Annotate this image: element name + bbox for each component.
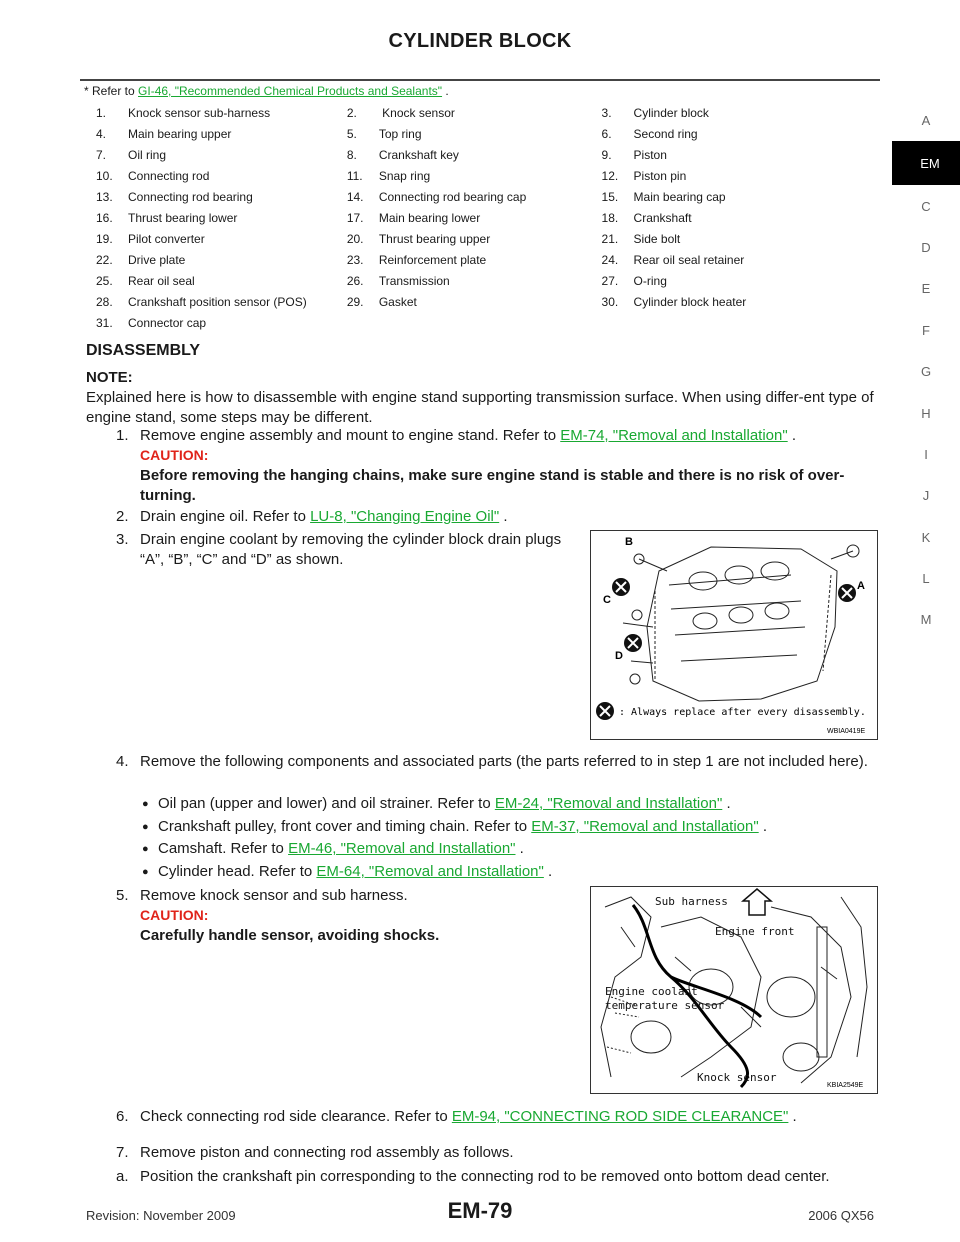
legend-number: 25. — [96, 273, 113, 288]
substep-a-text: Position the crankshaft pin corresponding to the connecting rod to be removed onto bottom dead center. — [140, 1168, 830, 1185]
label-knock-sensor: Knock sensor — [697, 1071, 777, 1084]
note-text: Explained here is how to disassemble with engine stand supporting transmission surface. When using differ-ent type of engine stand, some steps may be different. — [86, 389, 874, 426]
label-engine-coolant: Engine coolant — [605, 985, 698, 998]
bullet-1-text: Oil pan (upper and lower) and oil strainer. Refer to — [158, 795, 495, 812]
em-94-link[interactable]: EM-94, "CONNECTING ROD SIDE CLEARANCE" — [451, 1108, 789, 1125]
legend-label: O-ring — [633, 273, 667, 288]
legend-label: Top ring — [378, 126, 422, 141]
index-tab-j[interactable]: J — [922, 488, 930, 504]
bullet-2-text: Crankshaft pulley, front cover and timing chain. Refer to — [158, 818, 532, 835]
bullet-text — [158, 817, 767, 837]
label-d: D — [615, 650, 623, 662]
legend-item — [96, 253, 347, 267]
step-number: 1. — [116, 427, 129, 444]
legend-item — [602, 190, 796, 204]
replace-caption: : Always replace after every disassembly. — [619, 707, 866, 718]
legend-label: Side bolt — [633, 231, 681, 246]
legend-label: Cylinder block heater — [633, 294, 747, 309]
legend-label: Transmission — [378, 273, 450, 288]
legend-label: Connector cap — [128, 315, 207, 330]
step-1-caution-text: Before removing the hanging chains, make sure engine stand is stable and there is no risk of over-turning. — [140, 467, 845, 504]
index-tab-e[interactable]: E — [921, 281, 931, 297]
bullet-1-after: . — [722, 795, 731, 812]
em-64-link[interactable]: EM-64, "Removal and Installation" — [316, 863, 544, 880]
bullet-dot-icon: ● — [142, 798, 149, 810]
legend-label: Gasket — [378, 294, 417, 309]
legend-item — [347, 190, 602, 204]
legend-label: Knock sensor sub-harness — [128, 105, 271, 120]
legend-number: 27. — [601, 273, 619, 288]
label-temperature-sensor: temperature sensor — [605, 999, 725, 1012]
step-number: 2. — [116, 508, 129, 525]
step-number: 3. — [116, 531, 129, 548]
legend-number: 10. — [96, 168, 113, 183]
sealant-reference — [84, 84, 449, 98]
legend-item — [347, 169, 602, 183]
legend-item — [602, 211, 796, 225]
legend-item — [96, 106, 347, 120]
legend-number: 28. — [96, 294, 113, 309]
legend-number: 8. — [346, 147, 357, 162]
drain-plug-figure — [590, 530, 878, 740]
step-3-text: Drain engine coolant by removing the cylinder block drain plugs “A”, “B”, “C” and “D” as shown. — [140, 531, 562, 568]
legend-label: Rear oil seal — [128, 273, 195, 288]
bullet-cylinder-head — [142, 862, 880, 882]
legend-item — [602, 106, 796, 120]
legend-number: 26. — [346, 273, 364, 288]
step-4 — [116, 752, 880, 772]
legend-number: 7. — [96, 147, 107, 162]
caution-label: CAUTION: — [140, 907, 209, 923]
legend-label: Connecting rod bearing — [128, 189, 253, 204]
legend-item — [347, 274, 602, 288]
bullet-oil-pan — [142, 794, 880, 814]
label-a: A — [857, 580, 865, 592]
bullet-camshaft — [142, 839, 880, 859]
legend-row — [96, 228, 796, 249]
header-rule — [80, 79, 880, 81]
legend-label: Reinforcement plate — [378, 252, 487, 267]
legend-item — [347, 106, 602, 120]
step-text — [140, 426, 796, 446]
step-number: 5. — [116, 887, 129, 904]
legend-item — [96, 169, 347, 183]
legend-item — [602, 127, 796, 141]
index-tab-em[interactable]: EM — [892, 141, 960, 185]
label-engine-front: Engine front — [715, 925, 795, 938]
legend-number: 9. — [601, 147, 612, 162]
bullet-2-after: . — [758, 818, 768, 835]
step-2 — [116, 507, 880, 527]
step-1-after: . — [787, 427, 797, 444]
legend-row — [96, 249, 796, 270]
step-6 — [116, 1107, 880, 1127]
legend-item — [96, 316, 354, 330]
figure-code: WBIA0419E — [827, 728, 866, 735]
step-2-after: . — [499, 508, 508, 525]
em-74-link[interactable]: EM-74, "Removal and Installation" — [560, 427, 788, 444]
index-tab-g[interactable]: G — [920, 364, 932, 380]
gi-46-link[interactable]: GI-46, "Recommended Chemical Products and Sealants" — [138, 84, 443, 98]
legend-label: Thrust bearing lower — [128, 210, 238, 225]
index-tab-a[interactable]: A — [921, 113, 931, 129]
legend-label: Cylinder block — [633, 105, 709, 120]
legend-label: Crankshaft key — [378, 147, 459, 162]
figure-code: KBIA2549E — [827, 1082, 864, 1089]
step-number: 4. — [116, 753, 129, 770]
label-c: C — [603, 594, 611, 606]
legend-number: 15. — [601, 189, 619, 204]
legend-item — [602, 169, 796, 183]
em-24-link[interactable]: EM-24, "Removal and Installation" — [494, 795, 723, 812]
note-label: NOTE: — [86, 369, 133, 386]
bullet-text — [158, 862, 552, 882]
legend-item — [347, 295, 602, 309]
index-tab-c[interactable]: C — [921, 198, 931, 214]
legend-item — [96, 190, 347, 204]
legend-number: 19. — [96, 231, 113, 246]
legend-number: 21. — [601, 231, 619, 246]
legend-label: Oil ring — [128, 147, 167, 162]
label-b: B — [625, 536, 633, 548]
legend-row — [96, 102, 796, 123]
legend-number: 6. — [601, 126, 612, 141]
em-37-link[interactable]: EM-37, "Removal and Installation" — [531, 818, 759, 835]
legend-item — [96, 295, 347, 309]
index-tab-i[interactable]: I — [924, 446, 928, 462]
legend-number: 11. — [346, 168, 363, 183]
legend-row — [96, 144, 796, 165]
knock-sensor-drawing — [591, 887, 877, 1093]
refnote-prefix: * Refer to — [84, 84, 139, 98]
legend-label: Piston pin — [633, 168, 687, 183]
legend-label: Second ring — [633, 126, 698, 141]
vehicle-model: 2006 QX56 — [808, 1208, 874, 1223]
index-tab-d[interactable]: D — [921, 239, 931, 255]
legend-number: 14. — [346, 189, 364, 204]
bullet-4-after: . — [543, 863, 553, 880]
step-5-text: Remove knock sensor and sub harness. — [140, 887, 408, 904]
legend-row — [96, 165, 796, 186]
bullet-dot-icon: ● — [142, 843, 149, 855]
bullet-dot-icon: ● — [142, 821, 149, 833]
step-6-text: Check connecting rod side clearance. Refer to — [140, 1108, 452, 1125]
legend-item — [96, 274, 347, 288]
label-sub-harness: Sub harness — [655, 895, 728, 908]
page-title: CYLINDER BLOCK — [388, 30, 572, 52]
em-46-link[interactable]: EM-46, "Removal and Installation" — [288, 840, 516, 857]
legend-item — [96, 148, 347, 162]
bullet-text — [158, 839, 524, 859]
page-number: EM-79 — [447, 1198, 513, 1223]
section-index — [884, 100, 960, 641]
legend-item — [96, 127, 347, 141]
legend-number: 18. — [601, 210, 619, 225]
bullet-4-text: Cylinder head. Refer to — [158, 863, 317, 880]
caution-label: CAUTION: — [140, 447, 209, 463]
legend-number: 2. — [346, 105, 357, 120]
step-5 — [116, 886, 576, 906]
step-1-text: Remove engine assembly and mount to engine stand. Refer to — [140, 427, 561, 444]
bullet-3-after: . — [515, 840, 524, 857]
legend-item — [347, 253, 602, 267]
knock-sensor-figure — [590, 886, 878, 1094]
legend-number: 20. — [346, 231, 364, 246]
legend-number: 29. — [346, 294, 364, 309]
legend-item — [347, 127, 602, 141]
refnote-suffix: . — [442, 84, 449, 98]
section-heading: DISASSEMBLY — [86, 342, 201, 359]
step-2-text: Drain engine oil. Refer to — [140, 508, 311, 525]
step-text — [140, 1107, 797, 1127]
legend-number: 1. — [96, 105, 107, 120]
step-5-caution-text: Carefully handle sensor, avoiding shocks. — [140, 927, 440, 944]
cylinder-block-drawing — [591, 531, 877, 739]
legend-item — [602, 295, 796, 309]
legend-label: Snap ring — [378, 168, 431, 183]
legend-label: Knock sensor — [378, 105, 455, 120]
legend-label: Pilot converter — [128, 231, 205, 246]
legend-row — [96, 312, 796, 333]
legend-number: 3. — [601, 105, 612, 120]
engine-front-arrow-icon — [743, 889, 771, 915]
legend-number: 5. — [346, 126, 357, 141]
legend-number: 30. — [601, 294, 619, 309]
legend-item — [96, 211, 347, 225]
legend-row — [96, 291, 796, 312]
step-7-text: Remove piston and connecting rod assembly as follows. — [140, 1144, 514, 1161]
step-text — [140, 507, 508, 527]
legend-label: Crankshaft — [633, 210, 692, 225]
legend-label: Connecting rod bearing cap — [378, 189, 527, 204]
legend-label: Thrust bearing upper — [378, 231, 491, 246]
index-tab-f[interactable]: F — [922, 322, 930, 338]
index-tab-l[interactable]: L — [922, 571, 930, 587]
index-tab-k[interactable]: K — [921, 529, 931, 545]
legend-item — [347, 211, 602, 225]
step-6-after: . — [788, 1108, 797, 1125]
legend-item — [602, 274, 796, 288]
legend-number: 31. — [96, 315, 113, 330]
legend-label: Main bearing lower — [378, 210, 481, 225]
legend-label: Main bearing cap — [633, 189, 726, 204]
revision-date: Revision: November 2009 — [86, 1208, 236, 1223]
bullet-text — [158, 794, 731, 814]
legend-label: Connecting rod — [128, 168, 210, 183]
step-number: a. — [116, 1168, 129, 1185]
legend-item — [602, 232, 796, 246]
legend-number: 16. — [96, 210, 113, 225]
legend-number: 24. — [601, 252, 619, 267]
step-1 — [116, 426, 880, 446]
legend-number: 12. — [601, 168, 619, 183]
legend-number: 23. — [346, 252, 364, 267]
legend-label: Piston — [633, 147, 667, 162]
legend-label: Rear oil seal retainer — [633, 252, 745, 267]
step-7 — [116, 1143, 880, 1163]
parts-legend — [96, 102, 796, 333]
legend-item — [347, 148, 602, 162]
legend-item — [347, 232, 602, 246]
legend-label: Drive plate — [128, 252, 186, 267]
index-tab-m[interactable]: M — [920, 612, 932, 628]
legend-number: 4. — [96, 126, 107, 141]
legend-number: 22. — [96, 252, 113, 267]
bullet-3-text: Camshaft. Refer to — [158, 840, 289, 857]
step-4-text: Remove the following components and associated parts (the parts referred to in step 1 are not included here). — [140, 753, 868, 770]
step-number: 7. — [116, 1144, 129, 1161]
legend-row — [96, 207, 796, 228]
bullet-crankshaft-pulley — [142, 817, 880, 837]
legend-label: Crankshaft position sensor (POS) — [128, 294, 307, 309]
legend-number: 13. — [96, 189, 113, 204]
index-tab-h[interactable]: H — [921, 405, 931, 421]
legend-item — [602, 253, 796, 267]
lu-8-link[interactable]: LU-8, "Changing Engine Oil" — [310, 508, 500, 525]
legend-item — [602, 148, 796, 162]
substep-a — [116, 1167, 886, 1187]
legend-row — [96, 123, 796, 144]
legend-row — [96, 186, 796, 207]
legend-number: 17. — [346, 210, 364, 225]
step-number: 6. — [116, 1108, 129, 1125]
step-3 — [116, 530, 582, 570]
legend-item — [96, 232, 347, 246]
legend-label: Main bearing upper — [128, 126, 232, 141]
bullet-dot-icon: ● — [142, 866, 149, 878]
legend-row — [96, 270, 796, 291]
